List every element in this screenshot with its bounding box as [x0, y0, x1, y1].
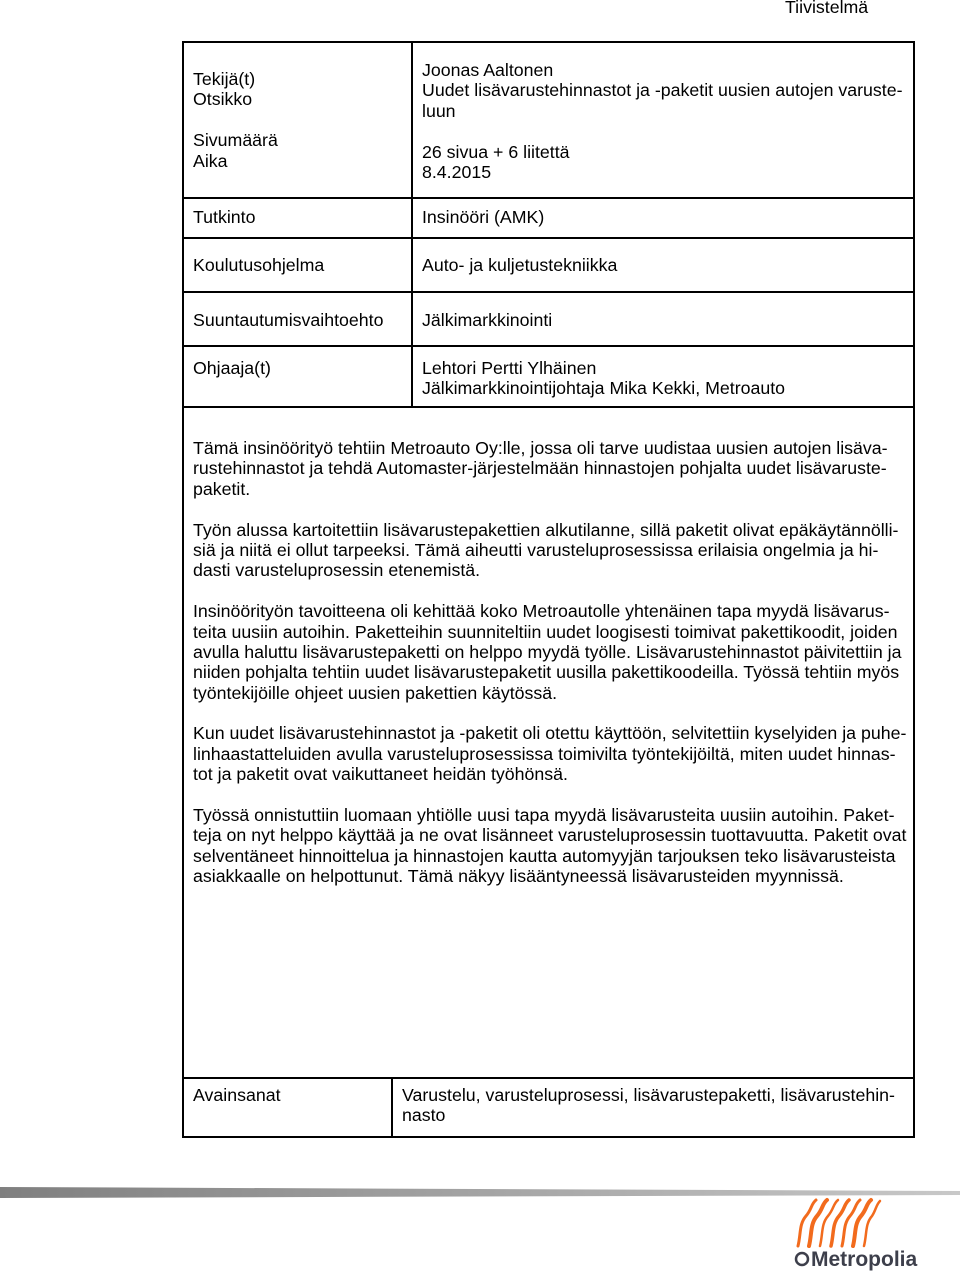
row-divider [182, 237, 915, 239]
author-label: Tekijä(t) [193, 69, 256, 89]
section-title: Tiivistelmä [785, 0, 869, 17]
footer-band [0, 1187, 960, 1198]
instructor-name: Jälkimarkkinointijohtaja Mika Kekki, Metroauto [422, 378, 786, 399]
meta-values-block [422, 60, 903, 182]
author-value: Joonas Aaltonen [422, 60, 554, 80]
abstract-line: teja on nyt helppo käyttää ja ne ovat lisänneet varusteluprosessin tuottavuutta. Paketit ovat [193, 825, 907, 846]
logo-wordmark: Metropolia [811, 1248, 918, 1271]
abstract-line: työntekijöille ohjeet uusien pakettien käytössä. [193, 682, 558, 703]
abstract-line: Työn alussa kartoitettiin lisävarustepakettien alkutilanne, sillä paketit olivat epäkäytännölli- [193, 519, 899, 540]
row-divider [182, 345, 915, 347]
abstract-line: Insinöörityön tavoitteena oli kehittää koko Metroautolle yhtenäinen tapa myydä lisävarus- [193, 601, 890, 622]
spacer [193, 110, 278, 130]
row-divider [182, 406, 915, 408]
abstract-line: Tämä insinöörityö tehtiin Metroauto Oy:lle, jossa oli tarve uudistaa uusien autojen lisäva- [193, 438, 888, 458]
abstract-line: rustehinnastot ja tehdä Automaster-järjestelmään hinnastojen pohjalta uudet lisävaruste- [193, 458, 887, 479]
keywords-label: Avainsanat [193, 1085, 281, 1105]
abstract-line: linhaastatteluiden avulla varusteluprosessissa toimivilta työntekijöiltä, miten uudet hinnas- [193, 743, 896, 764]
programme-value: Auto- ja kuljetustekniikka [422, 255, 618, 275]
keywords-block [402, 1085, 895, 1126]
abstract-line: Työssä onnistuttiin luomaan yhtiölle uusi tapa myydä lisävarusteita uusiin autoihin. Paket- [193, 805, 895, 826]
degree-value: Insinööri (AMK) [422, 207, 545, 227]
abstract-paragraph [193, 520, 906, 581]
metropolia-logo [796, 1200, 917, 1271]
column-divider [411, 41, 413, 408]
abstract-line: siä ja niitä ei ollut tarpeeksi. Tämä aiheutti varusteluprosessissa erilaisia ongelmia ja hi- [193, 539, 879, 560]
row-divider [182, 197, 915, 199]
row-divider [182, 291, 915, 293]
column-divider [391, 1077, 393, 1138]
specialisation-label: Suuntautumisvaihtoehto [193, 310, 384, 330]
abstract-paragraph [193, 805, 906, 887]
spacer [422, 121, 903, 141]
date-label: Aika [193, 150, 228, 171]
abstract-paragraph [193, 723, 906, 784]
abstract-body [193, 438, 906, 907]
keywords-line: nasto [402, 1105, 446, 1126]
meta-labels-block [193, 69, 278, 171]
footer-art [0, 1176, 960, 1276]
abstract-paragraph [193, 438, 906, 499]
pages-value: 26 sivua + 6 liitettä [422, 141, 570, 162]
pages-label: Sivumäärä [193, 130, 278, 151]
abstract-paragraph [193, 601, 906, 703]
instructors-block [422, 358, 785, 399]
title-label: Otsikko [193, 89, 253, 110]
title-value-line: luun [422, 100, 456, 121]
abstract-line: Kun uudet lisävarustehinnastot ja -paketit oli otettu käyttöön, selvitettiin kyselyiden ja puhe- [193, 723, 907, 744]
instructor-name: Lehtori Pertti Ylhäinen [422, 358, 597, 378]
instructors-label: Ohjaaja(t) [193, 358, 271, 378]
row-divider [182, 1077, 915, 1079]
abstract-line: niiden pohjalta tehtiin uudet lisävarustepaketit uusilla pakettikoodeilla. Työssä tehtiin myös [193, 662, 900, 683]
date-value: 8.4.2015 [422, 161, 492, 182]
degree-label: Tutkinto [193, 207, 256, 227]
abstract-line: asiakkaalle on helpottunut. Tämä näkyy lisääntyneessä lisävarusteiden myynnissä. [193, 866, 844, 887]
abstract-line: paketit. [193, 478, 251, 499]
abstract-line: tot ja paketit ovat vaikuttaneet heidän työhönsä. [193, 764, 568, 785]
specialisation-value: Jälkimarkkinointi [422, 310, 553, 330]
programme-label: Koulutusohjelma [193, 255, 325, 275]
keywords-line: Varustelu, varusteluprosessi, lisävarustepaketti, lisävarustehin- [402, 1085, 895, 1105]
abstract-line: teita uusiin autoihin. Paketteihin suunniteltiin uudet loogisesti toimivat pakettikoodit, joiden [193, 621, 898, 642]
abstract-line: avulla haluttu lisävarustepaketti on helppo myydä työlle. Lisävarustehinnastot päivitettiin ja [193, 641, 902, 662]
abstract-line: selventäneet hinnoittelua ja hinnastojen kautta automyyjän tarjouksen teko lisävarusteista [193, 845, 896, 866]
logo-mark-icon [796, 1253, 808, 1265]
title-value-line: Uudet lisävarustehinnastot ja -paketit uusien autojen varuste- [422, 80, 903, 101]
abstract-line: dasti varusteluprosessin etenemistä. [193, 560, 481, 581]
